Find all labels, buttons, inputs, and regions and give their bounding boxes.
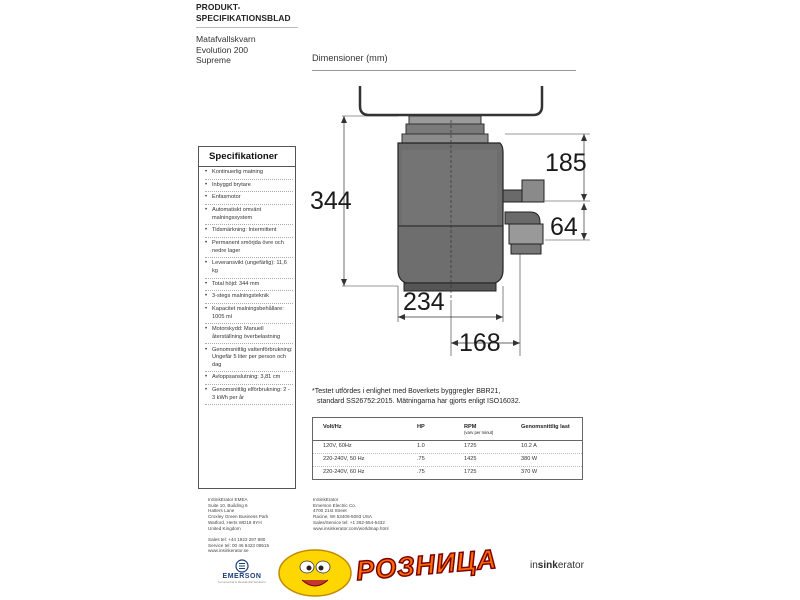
emerson-tagline: Commercial & Residential Solutions [218,580,266,584]
table-header [313,418,582,441]
table-row [313,441,582,454]
table-cell-hp: 1.0 [417,443,425,449]
emerson-wordmark: EMERSON [222,573,262,580]
spec-item: • Total höjd: 344 mm [205,281,293,292]
product-line2: Evolution 200 [196,44,249,55]
sink-bowl [360,86,542,115]
sink-flange [409,116,481,124]
sun-mascot-icon [275,548,355,598]
table-cell-hp: .75 [417,456,425,462]
table-cell-load: 10.2 A [521,443,537,449]
dimensions-heading: Dimensioner (mm) [312,53,388,63]
address-usa: InSinkErator Emerson Electric Co. 4700 21st Street Racine, WI 53406-5093 USA Sales/Service tel: +1 262-554-5432 www.insinkerator.com/worldmap.html [313,497,389,531]
specifications-divider [199,166,295,167]
dim-label-168: 168 [459,329,501,357]
insinkerator-logo [530,560,584,571]
insinkerator-logo-mid: sink [537,560,558,571]
header-divider [196,27,298,28]
sheet-title [196,2,291,24]
spec-item: • Genomsnittlig elförbrukning: 2 - 3 kWh per år [205,387,293,405]
specifications-list [205,169,293,407]
spec-item: • Kontinuerlig matning [205,169,293,180]
spec-item: • Enfasmotor [205,194,293,205]
dim-label-344: 344 [310,187,352,215]
spec-item: • 3-stegs malningsteknik [205,293,293,304]
col-rpm-sublabel: (varv per minut) [464,430,494,435]
outlet-nut [509,224,543,244]
body-highlight [402,150,497,225]
table-cell-volt: 120V, 60Hz [323,443,352,449]
table-cell-volt: 220-240V, 60 Hz [323,469,365,475]
table-cell-rpm: 1725 [464,443,477,449]
spec-item: • Motorskydd: Manuell återställning överbelastning [205,326,293,344]
spec-item: • Automatiskt omvänt malningssystem [205,207,293,225]
spec-item: • Inbyggd brytare [205,182,293,193]
table-cell-load: 380 W [521,456,538,462]
footnote-line2: standard SS26752:2015. Mätningarna har gjorts enligt ISO16032. [317,398,521,405]
spec-item: • Kapacitet malningsbehållare: 1005 ml [205,306,293,324]
table-cell-hp: .75 [417,469,425,475]
spec-item: • Tidsmärkning: Intermittent [205,227,293,238]
product-line3: Supreme [196,55,231,66]
footnote-line1: *Testet utfördes i enlighet med Boverkets byggregler BBR21, [312,388,501,395]
insinkerator-logo-post: erator [557,560,584,571]
spec-item: • Avloppsanslutning: 3,81 cm [205,374,293,385]
inlet-nut [522,180,544,202]
test-footnote [312,387,582,407]
mount-ring [406,124,484,134]
outlet-pipe [511,244,541,254]
spec-item: • Genomsnittlig vattenförbrukning: Ungefär 5 liter per person och dag [205,347,293,373]
dim-label-64: 64 [550,213,578,241]
roznica-watermark: РОЗНИЦА [354,543,499,587]
table-cell-rpm: 1725 [464,469,477,475]
product-name [196,34,256,66]
table-cell-load: 370 W [521,469,538,475]
col-volt-header: Volt/Hz [323,424,342,430]
insinkerator-logo-pre: in [530,560,538,571]
emerson-mark-icon [235,559,249,573]
specifications-panel [198,146,296,489]
sheet-title-line1: PRODUKT- [196,2,241,12]
table-cell-rpm: 1425 [464,456,477,462]
dimensions-divider [312,70,576,71]
emerson-logo [210,559,274,584]
col-rpm-header [460,418,515,440]
dim-label-185: 185 [545,149,587,177]
table-cell-volt: 220-240V, 50 Hz [323,456,365,462]
table-row [313,467,582,479]
disposer-drawing [300,72,600,362]
col-load-header: Genomsnittlig last [521,424,570,430]
specifications-title: Specifikationer [209,151,278,162]
product-line1: Matafvallskvarn [196,34,256,44]
address-emea: InSinkErator EMEA Suite 10, Building 6 Hatters Lane Croxley Green Business Park Watford, Herts WD18 8YH United Kingdom Sales tel: +44 1923 297 880 Service tel: 00 46 8423 08515 www.insinkerator.se [208,497,270,554]
sheet-title-line2: SPECIFIKATIONSBLAD [196,13,291,23]
col-hp-header: HP [417,424,425,430]
electrical-table [312,417,583,480]
col-rpm-label: RPM [464,424,477,430]
mount-ring-lower [402,134,488,143]
spec-item: • Permanent smörjda övre och nedre lager [205,240,293,258]
dim-label-234: 234 [403,288,445,316]
table-row [313,454,582,467]
table-body [313,441,582,479]
spec-item: • Leveransvikt (ungefärlig): 11,6 kg [205,260,293,278]
